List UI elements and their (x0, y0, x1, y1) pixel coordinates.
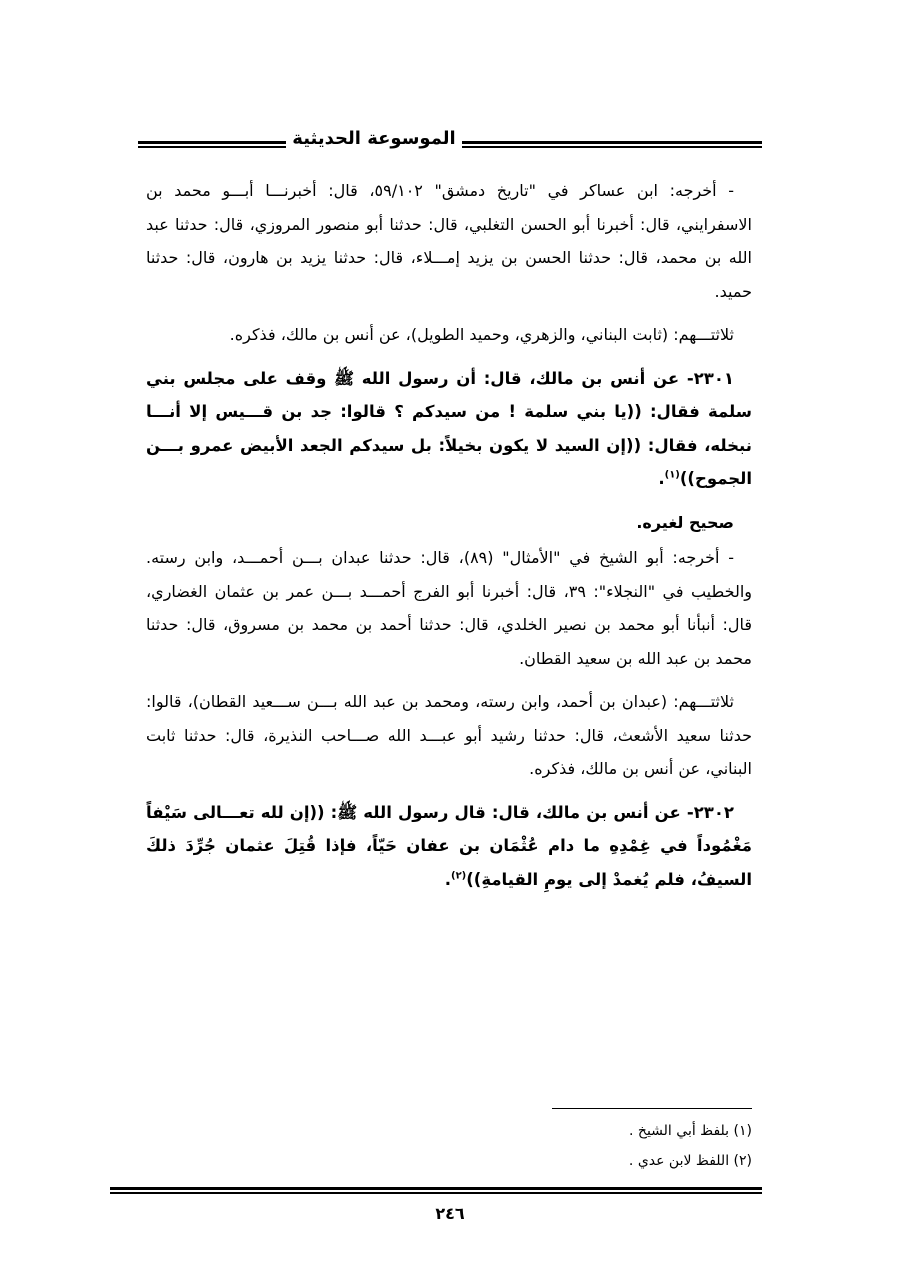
page-number: ٢٤٦ (435, 1204, 465, 1223)
running-header (110, 128, 762, 160)
hadith-2301: ٢٣٠١- عن أنس بن مالك، قال: أن رسول الله ﷺ وقف على مجلس بني سلمة فقال: ((يا بني سلمة ! من سيدكم ؟ قالوا: جد بن قـــيس إلا أنـــا نبخله، فقال: ((إن السيد لا يكون بخيلاً: بل سيدكم الجعد الأبيض عمرو بـــن الجموح))$^{(١)}$. (146, 368, 752, 488)
paragraph-takhrij-2 (146, 541, 752, 675)
paragraph-text: - أخرجه: أبو الشيخ في "الأمثال" (٨٩)، قال: حدثنا عبدان بـــن أحمـــد، وابن رسته. والخطيب في "النجلاء": ٣٩، قال: أخبرنا أبو الفرج أحمـــد بـــن عمر بن عثمان الغضاري، قال: أنبأنا أبو محمد بن نصير الخلدي، قال: حدثنا أحمد بن محمد بن مسروق، قال: حدثنا محمد بن عبد الله بن سعيد القطان. (146, 548, 752, 668)
paragraph-summary-1 (146, 318, 752, 352)
footer-rule (110, 1187, 762, 1194)
footnote-2: (٢) اللفظ لابن عدي . (628, 1153, 752, 1169)
footnotes (450, 1116, 752, 1176)
body-text (146, 174, 752, 906)
hadith-2302: ٢٣٠٢- عن أنس بن مالك، قال: قال رسول الله ﷺ: ((إن لله تعـــالى سَيْفاً مَغْمُوداً في غِمْدِهِ ما دام عُثْمَان بن عفان حَيّاً، فإذا قُتِلَ عثمان جُرِّدَ ذلكَ السيفُ، فلم يُغمدْ إلى يومِ القيامةِ))$^{(٢)}$. (146, 802, 752, 889)
hadith-grade (146, 506, 752, 540)
header-rule-right (462, 141, 762, 148)
hadith-text: ٢٣٠١- عن أنس بن مالك، قال: أن رسول الله ﷺ وقف على مجلس بني سلمة فقال: ((يا بني سلمة ! من سيدكم ؟ قالوا: جد بن قـــيس إلا أنـــا نبخله، فقال: ((إن السيد لا يكون بخيلاً: بل سيدكم الجعد الأبيض عمرو بـــن الجموح)) (146, 368, 752, 488)
grade-text: صحيح لغيره. (636, 512, 734, 532)
paragraph-takhrij-1 (146, 174, 752, 308)
paragraph-summary-2 (146, 685, 752, 786)
footnote-1: (١) بلفظ أبي الشيخ . (629, 1123, 752, 1139)
hadith-text: ٢٣٠٢- عن أنس بن مالك، قال: قال رسول الله ﷺ: ((إن لله تعـــالى سَيْفاً مَغْمُوداً في غِمْدِهِ ما دام عُثْمَان بن عفان حَيّاً، فإذا قُتِلَ عثمان جُرِّدَ ذلكَ السيفُ، فلم يُغمدْ إلى يومِ القيامةِ)) (146, 802, 752, 889)
footnote-separator (552, 1108, 752, 1109)
paragraph-text: - أخرجه: ابن عساكر في "تاريخ دمشق" ٥٩/١٠٢، قال: أخبرنـــا أبـــو محمد بن الاسفرايني، قال: أخبرنا أبو الحسن التغلبي، قال: حدثنا أبو منصور المروزي، قال: حدثنا عبد الله بن محمد، قال: حدثنا الحسن بن يزيد إمـــلاء، قال: حدثنا يزيد بن هارون، قال: حدثنا حميد. (146, 181, 752, 301)
footnote-ref-2[interactable]: (٢) (450, 870, 467, 881)
header-title: الموسوعة الحديثية (292, 128, 456, 149)
footnote-ref-1[interactable]: (١) (664, 469, 680, 481)
paragraph-text: ثلاثتـــهم: (ثابت البناني، والزهري، وحميد الطويل)، عن أنس بن مالك، فذكره. (229, 325, 734, 344)
header-rule-left (138, 141, 286, 148)
paragraph-text: ثلاثتـــهم: (عبدان بن أحمد، وابن رسته، ومحمد بن عبد الله بـــن ســـعيد القطان)، قالوا: حدثنا سعيد الأشعث، قال: حدثنا رشيد أبو عبـــد الله صـــاحب النذيرة، قال: حدثنا ثابت البناني، عن أنس بن مالك، فذكره. (146, 692, 752, 778)
